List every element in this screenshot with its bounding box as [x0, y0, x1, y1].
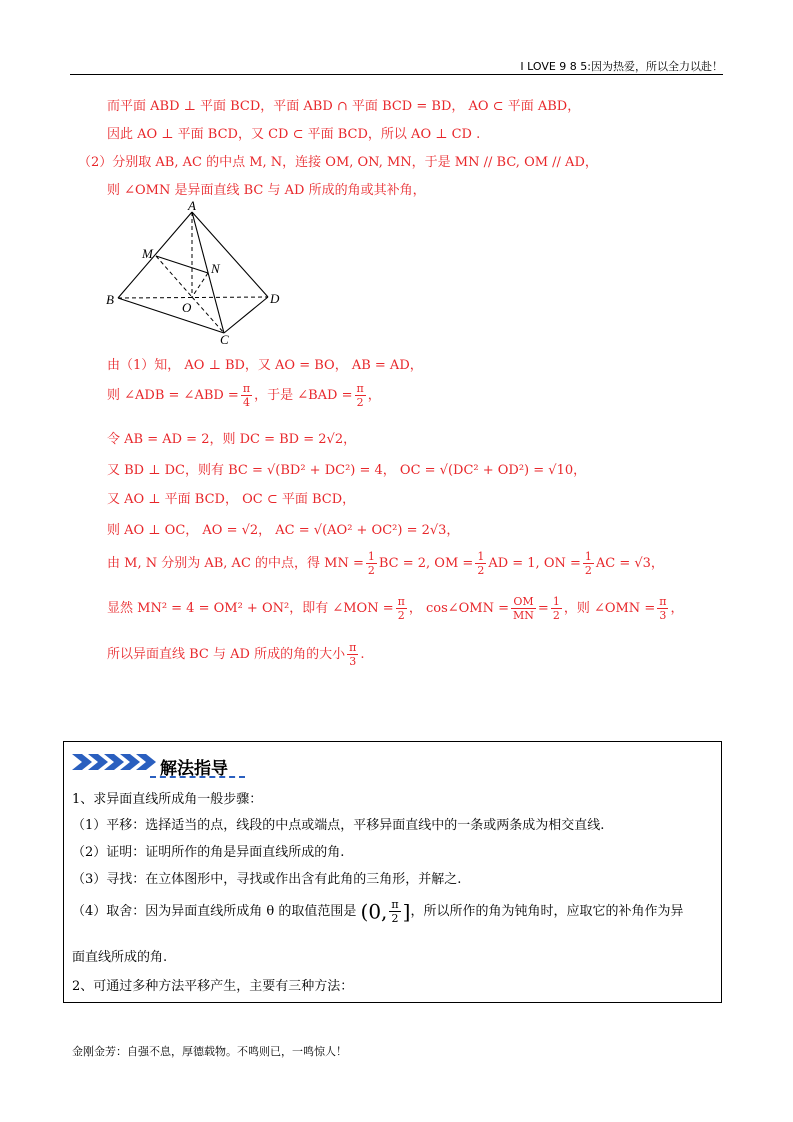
- solution-line-7: 令 AB = AD = 2，则 DC = BD = 2√2，: [107, 432, 357, 447]
- title-underline: [150, 776, 245, 778]
- solution-line-4: 则 ∠OMN 是异面直线 BC 与 AD 所成的角或其补角，: [107, 183, 426, 198]
- tip-item-3: （2）证明：证明所作的角是异面直线所成的角.: [72, 845, 345, 860]
- tip-item-2: （1）平移：选择适当的点，线段的中点或端点，平移异面直线中的一条或两条成为相交直线.: [72, 818, 605, 833]
- solution-line-2: 因此 AO ⊥ 平面 BCD，又 CD ⊂ 平面 BCD，所以 AO ⊥ CD .: [107, 127, 481, 142]
- solution-line-3: （2）分别取 AB, AC 的中点 M, N，连接 OM, ON, MN，于是 MN // BC, OM // AD，: [78, 155, 598, 170]
- label-A: A: [188, 200, 196, 213]
- tip-item-1: 1、求异面直线所成角一般步骤：: [72, 792, 263, 807]
- tip-item-5: （4）取舍：因为异面直线所成角 θ 的取值范围是 (0, $\frac{\pi}{2}$ ]，所以所作的角为钝角时，应取它的补角作为异: [72, 898, 684, 925]
- segment-ON: [192, 273, 208, 297]
- label-M: M: [142, 246, 153, 261]
- segment-MN: [156, 256, 208, 273]
- solution-line-6: 则 ∠ADB = ∠ABD = $\frac{\pi}{4}$ ，于是 ∠BAD = $\frac{\pi}{2}$ ，: [107, 382, 381, 409]
- label-N: N: [211, 261, 220, 276]
- page-header: I LOVE 9 8 5:因为热爱，所以全力以赴！: [520, 60, 723, 73]
- solution-line-10: 则 AO ⊥ OC， AO = √2， AC = √(AO² + OC²) = 2√3，: [107, 523, 460, 538]
- solution-line-1: 而平面 ABD ⊥ 平面 BCD，平面 ABD ∩ 平面 BCD = BD， AO ⊂ 平面 ABD，: [107, 99, 581, 114]
- page-footer: 金刚金芳：自强不息，厚德载物。不鸣则已，一鸣惊人！: [72, 1045, 347, 1058]
- header-divider: [70, 74, 723, 75]
- pyramid-figure: [100, 200, 290, 345]
- solution-line-9: 又 AO ⊥ 平面 BCD， OC ⊂ 平面 BCD，: [107, 492, 356, 507]
- method-guide-title: 解法指导: [160, 759, 228, 779]
- label-C: C: [220, 332, 229, 345]
- label-O: O: [182, 300, 192, 315]
- tip-item-4: （3）寻找：在立体图形中，寻找或作出含有此角的三角形，并解之.: [72, 872, 462, 887]
- solution-line-5: 由（1）知， AO ⊥ BD，又 AO = BO， AB = AD，: [107, 358, 423, 373]
- solution-line-13: 所以异面直线 BC 与 AD 所成的角的大小 $\frac{\pi}{3}$ .: [107, 641, 365, 668]
- solution-line-11: 由 M, N 分别为 AB, AC 的中点，得 MN = $\frac{1}{2}$ BC = 2, OM = $\frac{1}{2}$ AD = 1, ON = $\frac{1}{2}$ AC = √3，: [107, 550, 664, 577]
- label-D: D: [270, 291, 280, 306]
- solution-line-8: 又 BD ⊥ DC，则有 BC = √(BD² + DC²) = 4， OC = √(DC² + OD²) = √10，: [107, 463, 587, 478]
- chevron-banner-icon: [72, 752, 157, 772]
- tip-item-5-cont: 面直线所成的角.: [72, 950, 168, 965]
- tip-item-6: 2、可通过多种方法平移产生，主要有三种方法：: [72, 979, 354, 994]
- solution-line-12: 显然 MN² = 4 = OM² + ON²，即有 ∠MON = $\frac{\pi}{2}$ ， cos∠OMN = $\frac{OM}{MN}$ = $\frac{1}{2}$ ，则 ∠OMN = $\frac{\pi}{3}$ ，: [107, 595, 684, 622]
- label-B: B: [106, 292, 114, 307]
- edge-CD: [224, 297, 268, 333]
